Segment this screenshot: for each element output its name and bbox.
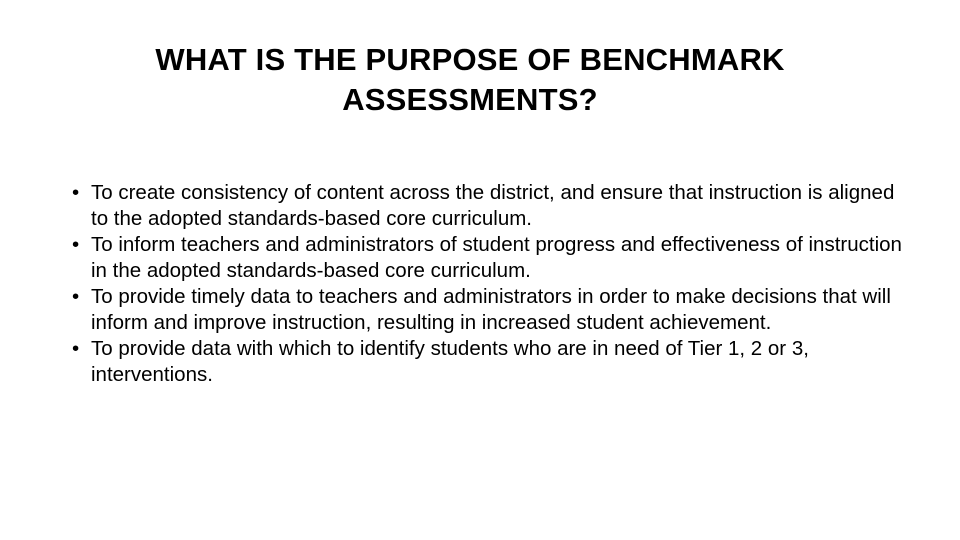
slide-title: WHAT IS THE PURPOSE OF BENCHMARK ASSESSMENTS? [155,42,785,117]
bullet-dot-icon: • [72,337,80,360]
bullet-item [72,284,902,336]
bullet-text: To create consistency of content across the district, and ensure that instruction is aligned to the adopted standards-based core curriculum. [91,181,895,230]
bullet-list [72,180,902,388]
bullet-item [72,232,902,284]
bullet-text: To provide timely data to teachers and administrators in order to make decisions that will inform and improve instruction, resulting in increased student achievement. [91,285,891,334]
bullet-text: To inform teachers and administrators of student progress and effectiveness of instruction in the adopted standards-based core curriculum. [91,233,902,282]
bullet-dot-icon: • [72,233,80,256]
bullet-dot-icon: • [72,285,80,308]
bullet-dot-icon: • [72,181,80,204]
bullet-item [72,336,902,388]
bullet-item [72,180,902,232]
bullet-text: To provide data with which to identify students who are in need of Tier 1, 2 or 3, interventions. [91,337,809,386]
